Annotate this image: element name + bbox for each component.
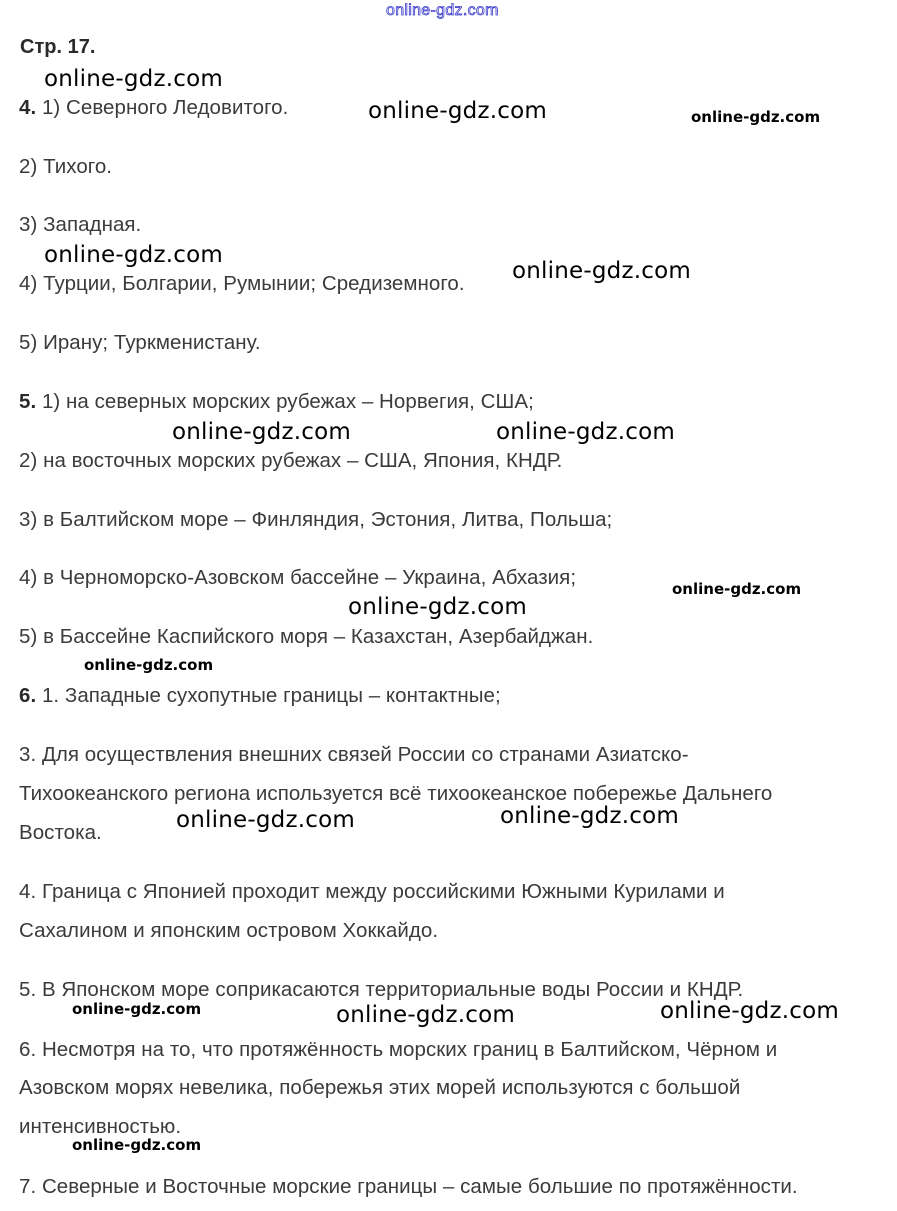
watermark: online-gdz.com xyxy=(72,1000,202,1018)
watermark: online-gdz.com xyxy=(72,1136,202,1154)
section5-item-5: 5) в Бассейне Каспийского моря – Казахстан, Азербайджан. xyxy=(19,625,594,648)
watermark: online-gdz.com xyxy=(84,656,214,674)
section5-item-4: 4) в Черноморско-Азовском бассейне – Украина, Абхазия; xyxy=(19,566,577,589)
section6-text-7: 5. В Японском море соприкасаются территориальные воды России и КНДР. xyxy=(19,978,744,1001)
top-watermark: online-gdz.com xyxy=(386,2,499,19)
section4-item-2: 2) Тихого. xyxy=(19,155,113,178)
watermark: online-gdz.com xyxy=(348,594,527,620)
watermark: online-gdz.com xyxy=(44,242,223,268)
watermark: online-gdz.com xyxy=(672,580,802,598)
section6-line-1 xyxy=(19,684,501,708)
watermark: online-gdz.com xyxy=(44,66,223,92)
section6-text-3: Тихоокеанского региона используется всё тихоокеанское побережье Дальнего xyxy=(19,782,773,805)
section4-item-4: 4) Турции, Болгарии, Румынии; Средиземного. xyxy=(19,272,465,295)
watermark: online-gdz.com xyxy=(336,1002,515,1028)
section6-text-2: 3. Для осуществления внешних связей России со странами Азиатско- xyxy=(19,743,689,766)
watermark: online-gdz.com xyxy=(496,419,675,445)
section6-text-4: Востока. xyxy=(19,821,102,844)
section5-line-1 xyxy=(19,390,534,414)
section4-item-3: 3) Западная. xyxy=(19,213,142,236)
section6-text-6: Сахалином и японским островом Хоккайдо. xyxy=(19,919,439,942)
section6-number: 6. xyxy=(19,684,37,707)
section6-text-1: 1. Западные сухопутные границы – контактные; xyxy=(41,684,501,707)
section6-text-8: 6. Несмотря на то, что протяжённость морских границ в Балтийском, Чёрном и xyxy=(19,1038,778,1061)
section5-number: 5. xyxy=(19,390,37,413)
watermark: online-gdz.com xyxy=(368,98,547,124)
section6-text-10: интенсивностью. xyxy=(19,1115,182,1138)
section5-item-3: 3) в Балтийском море – Финляндия, Эстония, Литва, Польша; xyxy=(19,508,613,531)
section4-item-1: 1) Северного Ледовитого. xyxy=(41,96,289,119)
section4-item-5: 5) Ирану; Туркменистану. xyxy=(19,331,261,354)
page-header: Стр. 17. xyxy=(20,36,96,58)
watermark: online-gdz.com xyxy=(660,998,839,1024)
watermark: online-gdz.com xyxy=(691,108,821,126)
section6-text-5: 4. Граница с Японией проходит между российскими Южными Курилами и xyxy=(19,880,725,903)
watermark: online-gdz.com xyxy=(176,807,355,833)
section5-item-2: 2) на восточных морских рубежах – США, Япония, КНДР. xyxy=(19,449,563,472)
section4-line-1 xyxy=(19,96,288,120)
section4-number: 4. xyxy=(19,96,37,119)
watermark: online-gdz.com xyxy=(500,803,679,829)
watermark: online-gdz.com xyxy=(512,258,691,284)
section5-item-1: 1) на северных морских рубежах – Норвегия, США; xyxy=(41,390,534,413)
section6-text-11: 7. Северные и Восточные морские границы – самые большие по протяжённости. xyxy=(19,1175,798,1198)
section6-text-9: Азовском морях невелика, побережья этих морей используются с большой xyxy=(19,1076,741,1099)
watermark: online-gdz.com xyxy=(172,419,351,445)
